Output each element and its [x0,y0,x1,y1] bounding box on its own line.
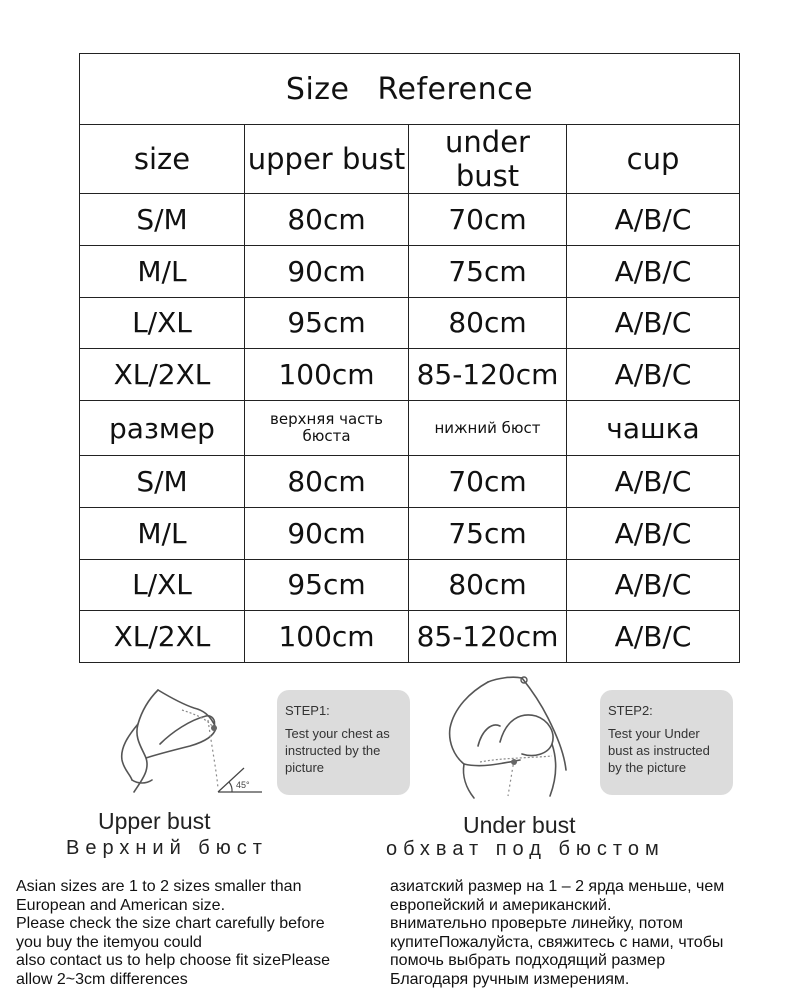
step1-label: STEP1: [285,703,330,718]
table-header-row [80,125,740,194]
header-upper-bust: upper bust [245,125,409,194]
table-row [80,245,740,297]
cell-upper-bust: 95cm [245,297,409,349]
cell-cup: A/B/C [567,349,740,401]
note-line: внимательно проверьте линейку, потом [390,915,684,932]
size-reference-table [79,53,740,663]
cell-cup: A/B/C [567,456,740,508]
cell-upper-bust: 90cm [245,245,409,297]
cell-size: M/L [80,245,245,297]
note-line: купитеПожалуйста, свяжитесь с нами, чтобы [390,933,724,951]
cell-size: XL/2XL [80,611,245,663]
table-header-row-ru [80,401,740,456]
cell-size: L/XL [80,559,245,611]
cell-under-bust: 70cm [409,456,567,508]
cell-under-bust: 80cm [409,559,567,611]
note-line: Благодаря ручным измерениям. [390,970,630,988]
step1-card [277,690,410,795]
cell-size: S/M [80,194,245,246]
table-row [80,559,740,611]
cell-upper-bust: 95cm [245,559,409,611]
cell-cup: A/B/C [567,245,740,297]
table-title: Size Reference [80,54,740,125]
header-cup-ru: чашка [567,401,740,456]
angle-label: 45° [236,780,250,790]
upper-bust-caption: Upper bust [98,808,211,834]
step2-label: STEP2: [608,703,653,718]
header-size-ru: размер [80,401,245,456]
header-upper-bust-ru: верхняя часть бюста [245,401,409,456]
table-row [80,456,740,508]
upper-bust-measure-illustration [98,688,268,800]
step2-text: Test your Under bust as instructed by the picture [608,726,710,775]
cell-size: M/L [80,507,245,559]
note-line: европейский и американский. [390,896,612,914]
cell-upper-bust: 90cm [245,507,409,559]
cell-cup: A/B/C [567,297,740,349]
cell-under-bust: 80cm [409,297,567,349]
note-line: азиатский размер на 1 – 2 ярда меньше, чем [390,878,725,895]
upper-bust-caption-ru: Верхний бюст [66,837,268,859]
cell-under-bust: 70cm [409,194,567,246]
cell-upper-bust: 100cm [245,611,409,663]
cell-cup: A/B/C [567,194,740,246]
header-size: size [80,125,245,194]
header-under-bust: under bust [409,125,567,194]
note-line: also contact us to help choose fit sizePlease [16,952,330,969]
cell-cup: A/B/C [567,559,740,611]
notes-russian [390,878,795,989]
cell-size: XL/2XL [80,349,245,401]
under-bust-caption-ru: обхват под бюстом [386,838,665,860]
table-row [80,194,740,246]
cell-upper-bust: 100cm [245,349,409,401]
note-line: Asian sizes are 1 to 2 sizes smaller than [16,878,302,895]
cell-size: L/XL [80,297,245,349]
cell-under-bust: 75cm [409,507,567,559]
cell-cup: A/B/C [567,507,740,559]
note-line: you buy the itemyou could [16,933,202,951]
cell-upper-bust: 80cm [245,194,409,246]
note-line: Please check the size chart carefully before [16,915,325,932]
table-row [80,611,740,663]
header-under-bust-ru: нижний бюст [409,401,567,456]
note-line: European and American size. [16,896,226,914]
notes-english [16,878,388,989]
cell-under-bust: 85-120cm [409,611,567,663]
cell-under-bust: 85-120cm [409,349,567,401]
cell-upper-bust: 80cm [245,456,409,508]
table-row [80,349,740,401]
note-line: помочь выбрать подходящий размер [390,952,666,969]
cell-under-bust: 75cm [409,245,567,297]
under-bust-measure-illustration [440,672,590,802]
step1-text: Test your chest as instructed by the picture [285,726,390,775]
header-cup: cup [567,125,740,194]
note-line: allow 2~3cm differences [16,970,188,988]
cell-size: S/M [80,456,245,508]
step2-card [600,690,733,795]
cell-cup: A/B/C [567,611,740,663]
under-bust-caption: Under bust [463,812,576,838]
table-row [80,507,740,559]
table-row [80,297,740,349]
